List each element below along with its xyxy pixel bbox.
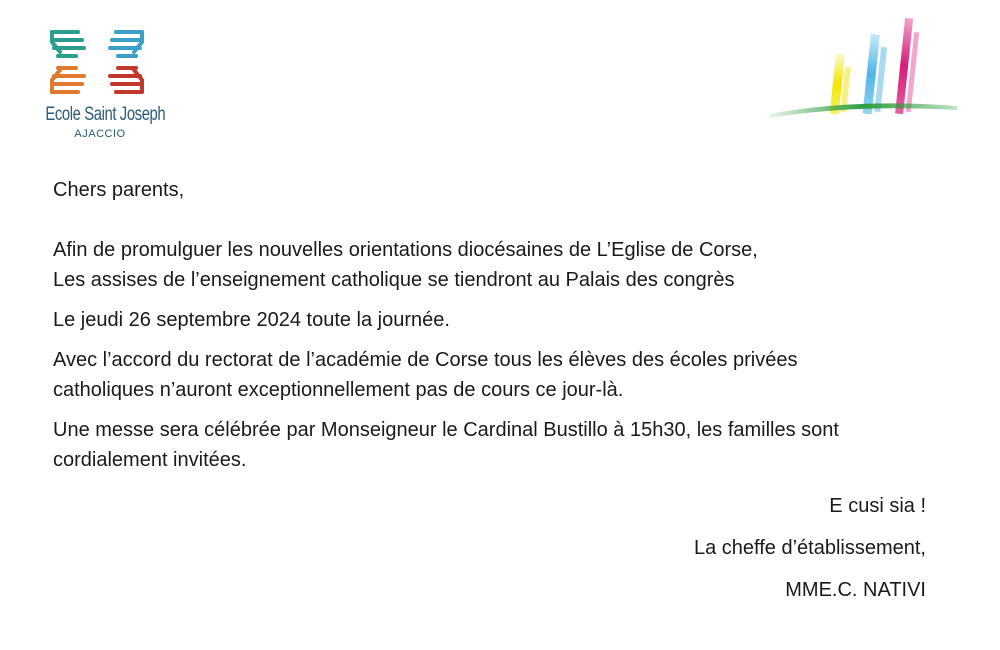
- closing-greeting: E cusi sia !: [829, 495, 926, 517]
- school-logo: [30, 22, 170, 147]
- logo-school-name: Ecole Saint Joseph: [45, 104, 166, 125]
- letter-body: [53, 175, 933, 617]
- paragraph-assises-line2: Les assises de l’enseignement catholique se tiendront au Palais des congrès: [53, 269, 735, 291]
- decorative-banner: [765, 12, 965, 132]
- signature-block: [53, 491, 926, 605]
- paragraph-assises-line1: Afin de promulguer les nouvelles orientations diocésaines de L’Eglise de Corse,: [53, 239, 758, 261]
- hands-logo-icon: [30, 22, 170, 102]
- paragraph-assises: [53, 235, 933, 295]
- salutation: Chers parents,: [53, 179, 185, 201]
- paragraph-date: Le jeudi 26 septembre 2024 toute la journée.: [53, 309, 450, 331]
- logo-city-name: AJACCIO: [74, 128, 126, 140]
- paragraph-messe: Une messe sera célébrée par Monseigneur le Cardinal Bustillo à 15h30, les familles sont cordialement invitées.: [53, 419, 839, 471]
- signatory-role: La cheffe d’établissement,: [693, 537, 926, 559]
- paragraph-rectorat: Avec l’accord du rectorat de l’académie de Corse tous les élèves des écoles privées catholiques n’auront exceptionnellement pas de cours ce jour-là.: [53, 349, 798, 401]
- colored-bars-icon: [765, 12, 965, 132]
- signatory-name: MME.C. NATIVI: [785, 579, 926, 601]
